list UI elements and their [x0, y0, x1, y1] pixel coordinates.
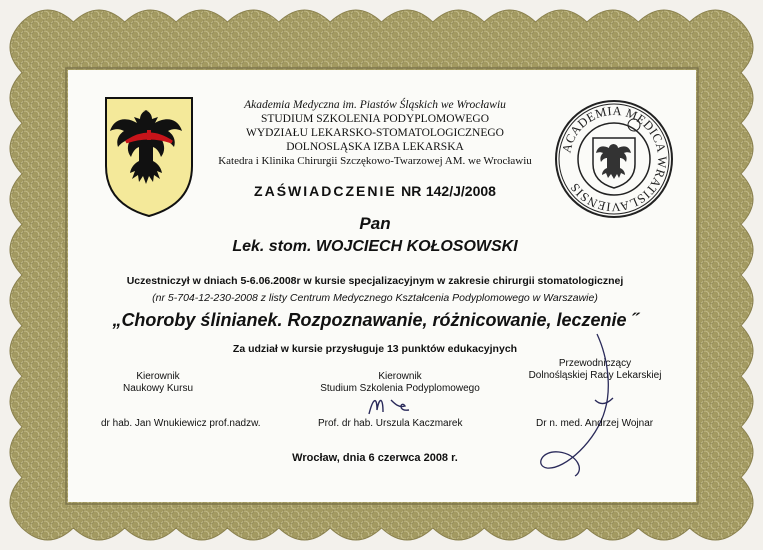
certificate-number-prefix: NR	[401, 183, 422, 199]
academy-seal-icon	[553, 98, 675, 220]
certificate-title-row	[200, 183, 550, 201]
department-line: Katedra i Klinika Chirurgii Szczękowo-Twarzowej AM. we Wrocławiu	[218, 155, 532, 167]
signature-2-role: Kierownik Studium Szkolenia Podyplomowego	[320, 371, 480, 394]
signature-2-name: Prof. dr hab. Urszula Kaczmarek	[318, 418, 463, 429]
signature-2-handwriting-icon	[365, 392, 425, 420]
signature-1-role: Kierownik Naukowy Kursu	[122, 371, 194, 394]
recipient-name: Lek. stom. WOJCIECH KOŁOSOWSKI	[232, 238, 518, 255]
certificate-title: ZAŚWIADCZENIE	[254, 183, 397, 199]
course-title: „Choroby ślinianek. Rozpoznawanie, różnicowanie, leczenie ˝	[112, 310, 638, 330]
coat-of-arms-eagle-icon	[104, 96, 194, 218]
points-text: Za udział w kursie przysługuje 13 punktów edukacyjnych	[232, 343, 518, 355]
registry-text: (nr 5-704-12-230-2008 z listy Centrum Medycznego Kształcenia Podyplomowego w Warszawie)	[152, 292, 598, 304]
academy-script-title: Akademia Medyczna im. Piastów Śląskich we Wrocławiu	[244, 99, 506, 111]
institution-line-1: STUDIUM SZKOLENIA PODYPLOMOWEGO	[260, 113, 490, 125]
signature-1-name: dr hab. Jan Wnukiewicz prof.nadzw.	[101, 418, 261, 429]
institution-line-2: WYDZIAŁU LEKARSKO-STOMATOLOGICZNEGO	[246, 127, 504, 139]
seal-ring-text: ACADEMIA MEDICA WRATISLAVIENSIS	[559, 103, 670, 215]
participation-text: Uczestniczył w dniach 5-6.06.2008r w kursie specjalizacyjnym w zakresie chirurgii stomatologicznej	[126, 275, 624, 287]
institution-line-3: DOLNOSLĄSKA IZBA LEKARSKA	[286, 141, 464, 153]
certificate-number: 142/J/2008	[425, 183, 496, 199]
signature-3-name: Dr n. med. Andrzej Wojnar	[536, 418, 654, 429]
signature-3-role: Przewodniczący Dolnośląskiej Rady Lekarskiej	[528, 358, 662, 381]
place-and-date: Wrocław, dnia 6 czerwca 2008 r.	[292, 452, 458, 464]
salutation: Pan	[359, 214, 391, 233]
signature-3-handwriting-icon	[525, 330, 635, 478]
